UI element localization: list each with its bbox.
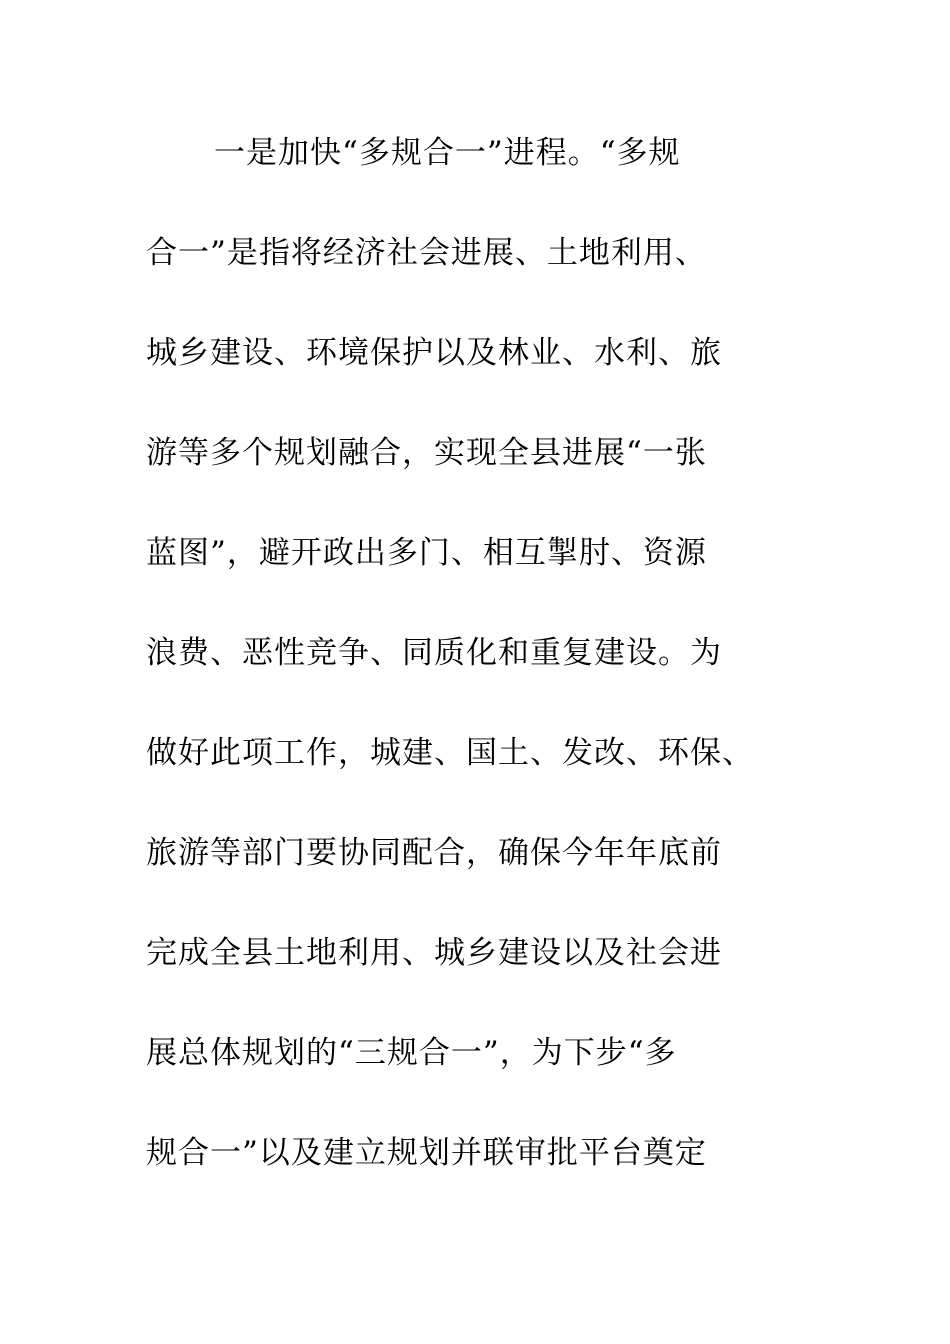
text-line: 规合一”以及建立规划并联审批平台奠定	[146, 1135, 707, 1171]
text-line: 旅游等部门要协同配合，确保今年年底前	[146, 835, 722, 871]
text-line: 游等多个规划融合，实现全县进展“一张	[146, 435, 707, 471]
text-line: 合一”是指将经济社会进展、土地利用、	[146, 235, 707, 271]
text-line: 城乡建设、环境保护以及林业、水利、旅	[146, 335, 722, 371]
text-line: 完成全县土地利用、城乡建设以及社会进	[146, 935, 722, 971]
text-line: 浪费、恶性竞争、同质化和重复建设。为	[146, 635, 722, 671]
text-line: 蓝图”，避开政出多门、相互掣肘、资源	[146, 535, 707, 571]
text-line: 一是加快“多规合一”进程。“多规	[214, 135, 681, 171]
text-line: 展总体规划的“三规合一”，为下步“多	[146, 1035, 677, 1071]
text-line: 做好此项工作，城建、国土、发改、环保、	[146, 735, 754, 771]
